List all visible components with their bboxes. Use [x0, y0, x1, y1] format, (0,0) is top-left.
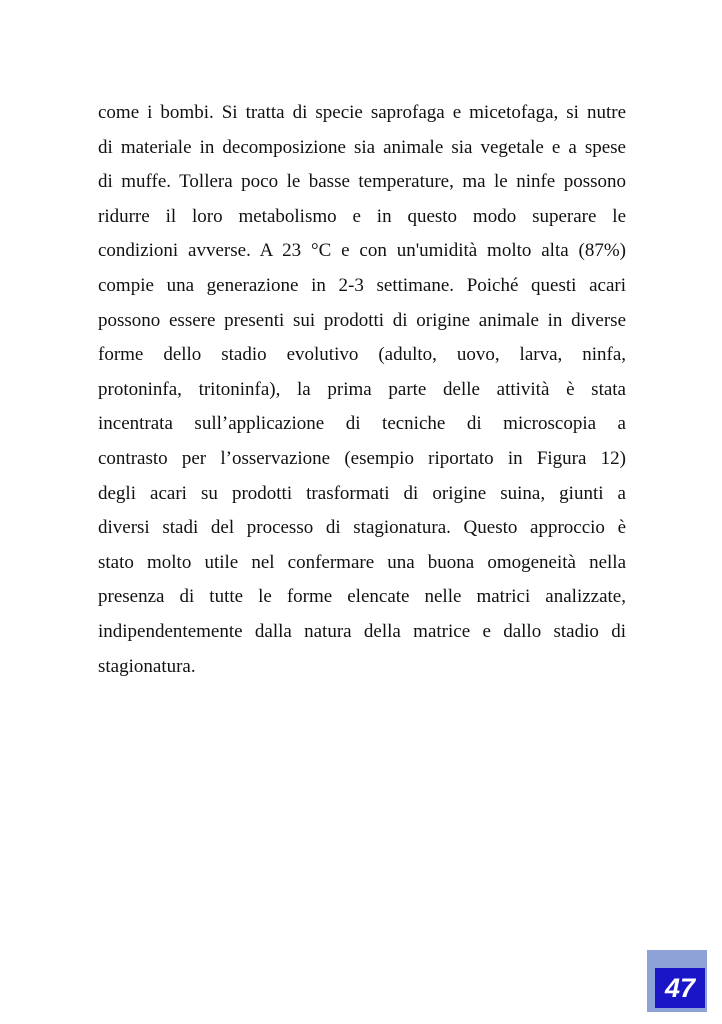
body-paragraph	[98, 96, 626, 684]
text-line: incentrata sull’applicazione di tecniche di microscopia a	[98, 413, 626, 435]
text-line: stato molto utile nel confermare una buona omogeneità nella	[98, 551, 626, 573]
text-line: indipendentemente dalla natura della matrice e dallo stadio di	[98, 620, 626, 642]
text-line: di materiale in decomposizione sia animale sia vegetale e a spese	[98, 136, 626, 158]
text-line: degli acari su prodotti trasformati di origine suina, giunti a	[98, 482, 626, 504]
text-line: di muffe. Tollera poco le basse temperature, ma le ninfe possono	[98, 171, 626, 193]
text-line: compie una generazione in 2-3 settimane. Poiché questi acari	[98, 274, 626, 296]
text-line-last: stagionatura.	[98, 655, 196, 677]
text-line: diversi stadi del processo di stagionatura. Questo approccio è	[98, 517, 626, 539]
text-line: come i bombi. Si tratta di specie saprofaga e micetofaga, si nutre	[98, 102, 626, 123]
page-number: 47	[664, 973, 696, 1003]
text-line: ridurre il loro metabolismo e in questo modo superare le	[98, 205, 626, 227]
text-line: protoninfa, tritoninfa), la prima parte delle attività è stata	[98, 378, 626, 400]
text-line: forme dello stadio evolutivo (adulto, uovo, larva, ninfa,	[98, 344, 626, 366]
page-number-badge	[647, 950, 707, 1012]
text-line: contrasto per l’osservazione (esempio riportato in Figura 12)	[98, 447, 626, 469]
text-line: possono essere presenti sui prodotti di origine animale in diverse	[98, 309, 626, 331]
page-number-panel	[655, 968, 705, 1008]
text-line: condizioni avverse. A 23 °C e con un'umidità molto alta (87%)	[98, 240, 626, 262]
text-line: presenza di tutte le forme elencate nelle matrici analizzate,	[98, 586, 626, 608]
